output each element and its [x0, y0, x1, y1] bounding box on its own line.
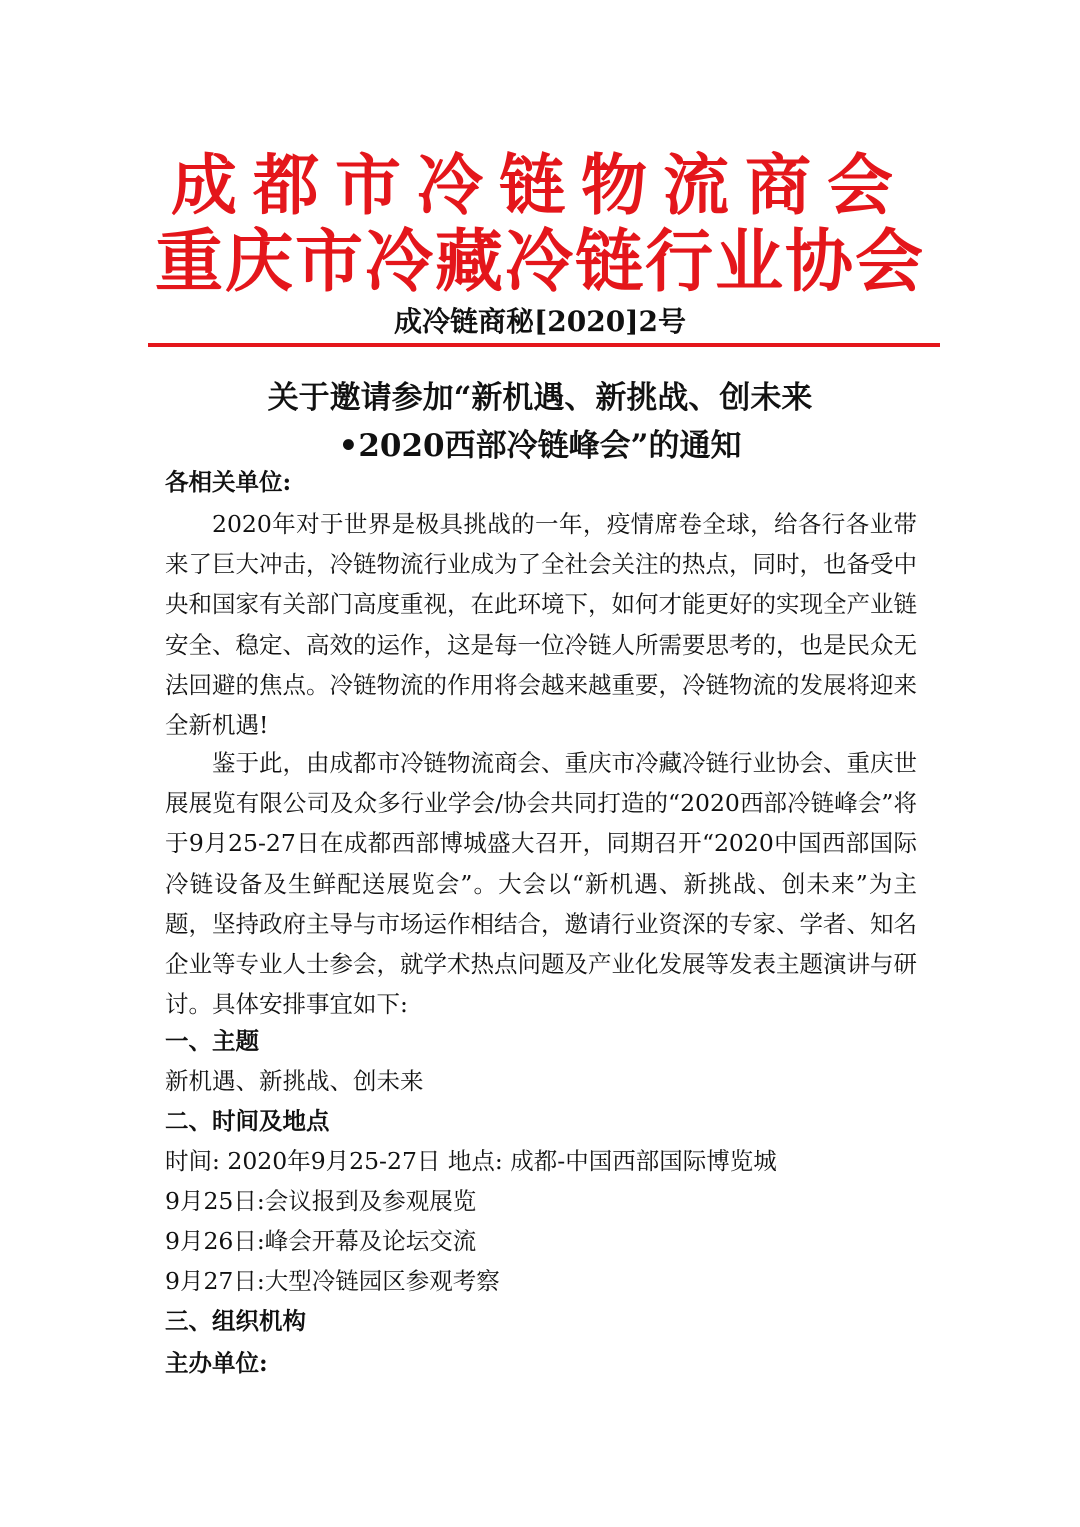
section-heading-theme: 一、主题 [165, 1027, 259, 1055]
paragraph-intro-text: 2020年对于世界是极具挑战的一年，疫情席卷全球，给各行各业带来了巨大冲击，冷链物流行业成为了全社会关注的热点，同时，也备受中央和国家有关部门高度重视，在此环境下，如何才能更好的实现全产业链安全、稳定、高效的运作，这是每一位冷链人所需要思考的，也是民众无法回避的焦点。冷链物流的作用将会越来越重要，冷链物流的发展将迎来全新机遇! [165, 510, 917, 740]
section-heading-organization: 三、组织机构 [165, 1307, 306, 1335]
section-heading-time-place: 二、时间及地点 [165, 1107, 330, 1135]
org-name-chengdu: 成都市冷链物流商会 [171, 147, 909, 224]
notice-title-line2: •2020西部冷链峰会”的通知 [338, 428, 742, 464]
schedule-item: 9月26日:峰会开幕及论坛交流 [165, 1227, 477, 1255]
section-theme-content: 新机遇、新挑战、创未来 [165, 1067, 424, 1095]
time-place-line: 时间: 2020年9月25-27日 地点: 成都-中国西部国际博览城 [165, 1147, 777, 1175]
red-divider-line [148, 343, 940, 347]
salutation: 各相关单位: [165, 468, 292, 496]
document-number: 成冷链商秘[2020]2号 [394, 305, 686, 338]
paragraph-intro [165, 504, 917, 745]
schedule-item: 9月25日:会议报到及参观展览 [165, 1187, 477, 1215]
org-name-chongqing: 重庆市冷藏冷链行业协会 [154, 223, 925, 302]
paragraph-summit-text: 鉴于此，由成都市冷链物流商会、重庆市冷藏冷链行业协会、重庆世展展览有限公司及众多行业学会/协会共同打造的“2020西部冷链峰会”将于9月25-27日在成都西部博城盛大召开，同期召开“2020中国西部国际冷链设备及生鲜配送展览会”。大会以“新机遇、新挑战、创未来”为主题，坚持政府主导与市场运作相结合，邀请行业资深的专家、学者、知名企业等专业人士参会，就学术热点问题及产业化发展等发表主题演讲与研讨。具体安排事宜如下: [165, 749, 917, 1019]
host-units-label: 主办单位: [165, 1349, 268, 1377]
paragraph-summit [165, 743, 917, 1024]
schedule-item: 9月27日:大型冷链园区参观考察 [165, 1267, 500, 1295]
notice-title-line1: 关于邀请参加“新机遇、新挑战、创未来 [267, 380, 813, 416]
